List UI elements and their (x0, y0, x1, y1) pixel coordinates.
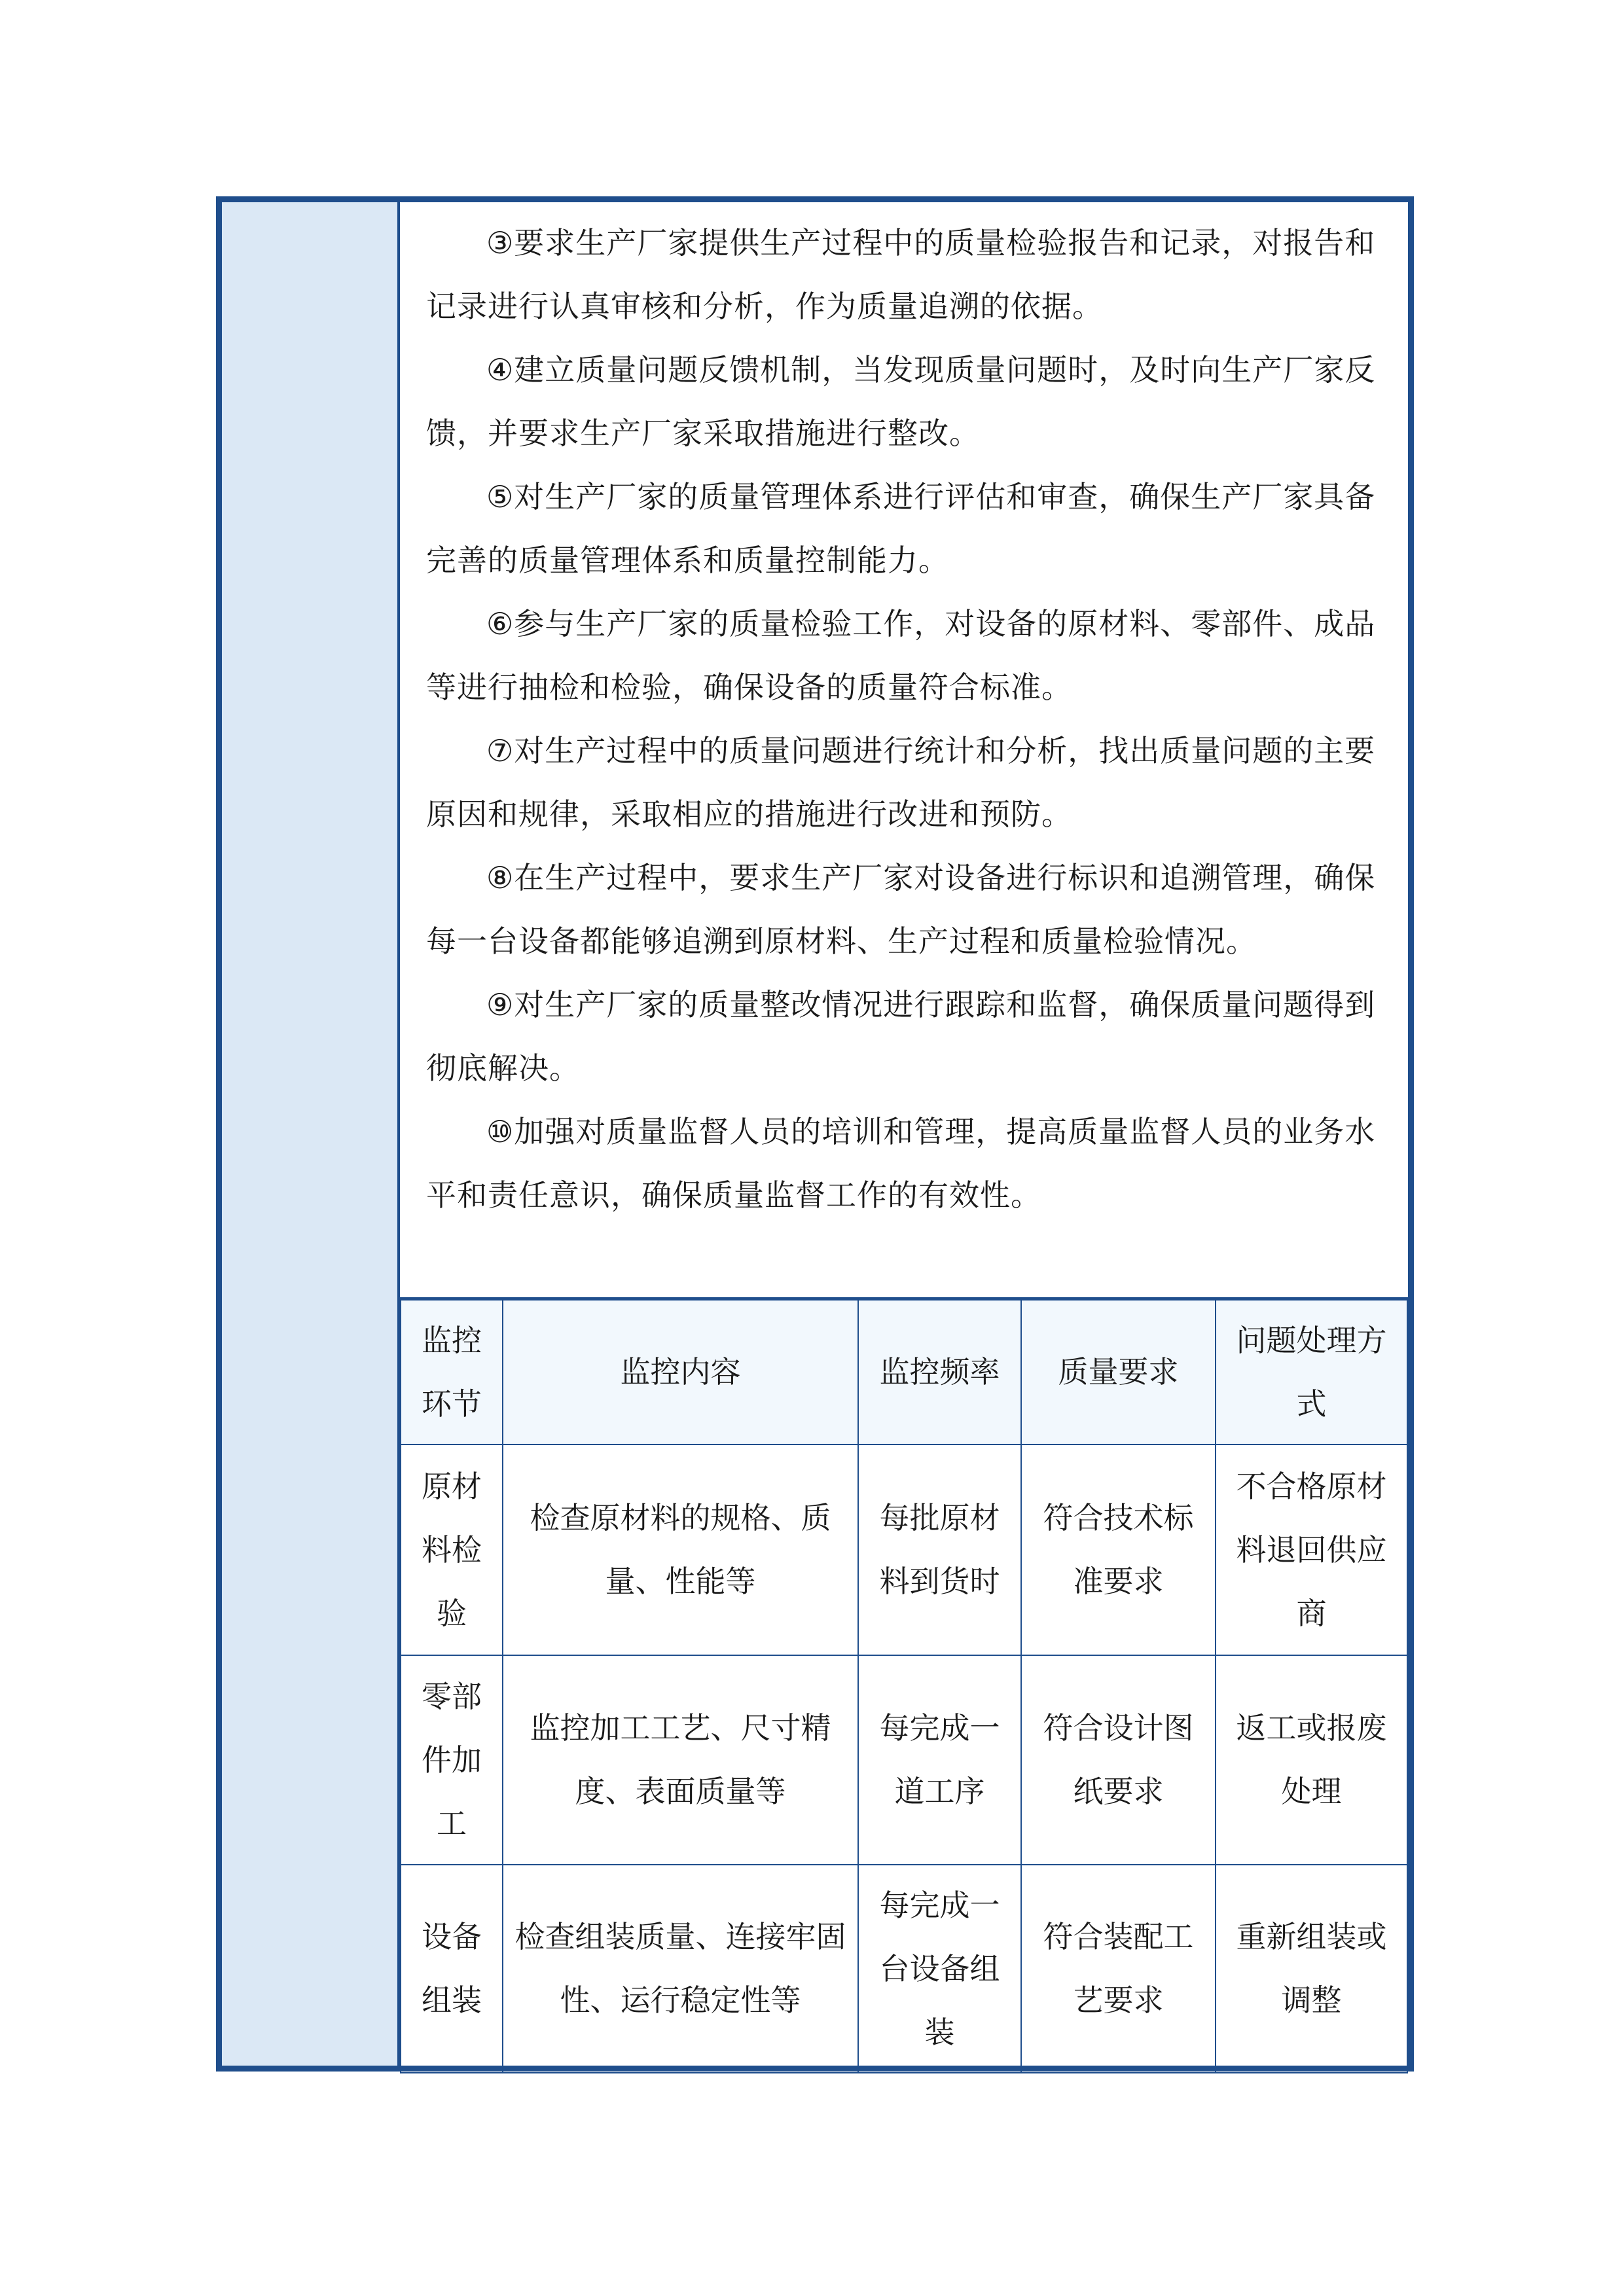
monitoring-table (400, 1299, 1408, 2073)
paragraph: ④建立质量问题反馈机制，当发现质量问题时，及时向生产厂家反馈，并要求生产厂家采取措施进行整改。 (426, 352, 1376, 451)
table-cell: 符合装配工艺要求 (1021, 1865, 1216, 2073)
table-row (401, 1655, 1407, 1865)
table-cell: 符合设计图纸要求 (1021, 1655, 1216, 1865)
table-cell: 每完成一道工序 (858, 1655, 1021, 1865)
header-cell: 监控内容 (503, 1300, 858, 1444)
paragraph-section (400, 202, 1408, 1299)
header-cell: 监控环节 (401, 1300, 503, 1444)
table-cell: 原材料检验 (401, 1444, 503, 1655)
table-cell: 监控加工工艺、尺寸精度、表面质量等 (503, 1655, 858, 1865)
paragraph: ⑨对生产厂家的质量整改情况进行跟踪和监督，确保质量问题得到彻底解决。 (426, 987, 1376, 1086)
paragraph: ⑩加强对质量监督人员的培训和管理，提高质量监督人员的业务水平和责任意识，确保质量监督工作的有效性。 (426, 1114, 1376, 1213)
table-row (401, 1865, 1407, 2073)
paragraph: ⑧在生产过程中，要求生产厂家对设备进行标识和追溯管理，确保每一台设备都能够追溯到原材料、生产过程和质量检验情况。 (426, 860, 1376, 959)
table-cell: 返工或报废处理 (1216, 1655, 1407, 1865)
table-header-row (401, 1300, 1407, 1444)
paragraph: ⑥参与生产厂家的质量检验工作，对设备的原材料、零部件、成品等进行抽检和检验，确保设备的质量符合标准。 (426, 606, 1376, 705)
table-cell: 检查原材料的规格、质量、性能等 (503, 1444, 858, 1655)
header-cell: 质量要求 (1021, 1300, 1216, 1444)
table-row (401, 1444, 1407, 1655)
paragraph: ⑦对生产过程中的质量问题进行统计和分析，找出质量问题的主要原因和规律，采取相应的措施进行改进和预防。 (426, 733, 1376, 832)
content-column (400, 202, 1408, 2066)
table-cell: 检查组装质量、连接牢固性、运行稳定性等 (503, 1865, 858, 2073)
paragraph: ③要求生产厂家提供生产过程中的质量检验报告和记录，对报告和记录进行认真审核和分析，作为质量追溯的依据。 (426, 225, 1376, 324)
left-sidebar-column (222, 202, 400, 2066)
paragraph: ⑤对生产厂家的质量管理体系进行评估和审查，确保生产厂家具备完善的质量管理体系和质量控制能力。 (426, 479, 1376, 578)
document-frame (216, 196, 1414, 2072)
table-cell: 符合技术标准要求 (1021, 1444, 1216, 1655)
table-cell: 设备组装 (401, 1865, 503, 2073)
table-cell: 零部件加工 (401, 1655, 503, 1865)
header-cell: 问题处理方式 (1216, 1300, 1407, 1444)
table-cell: 每批原材料到货时 (858, 1444, 1021, 1655)
header-cell: 监控频率 (858, 1300, 1021, 1444)
table-cell: 不合格原材料退回供应商 (1216, 1444, 1407, 1655)
table-cell: 重新组装或调整 (1216, 1865, 1407, 2073)
table-cell: 每完成一台设备组装 (858, 1865, 1021, 2073)
